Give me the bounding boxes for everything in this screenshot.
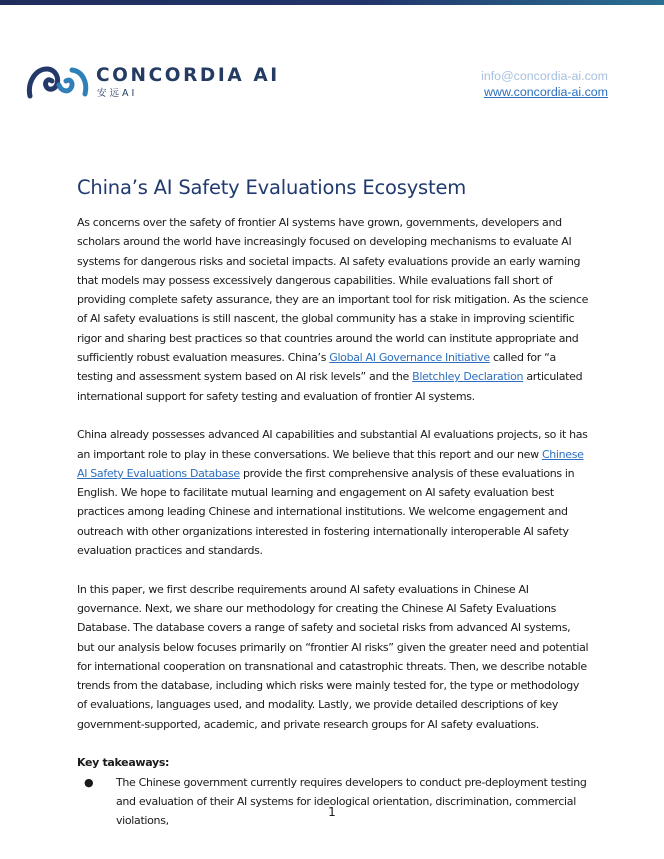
paragraph-text: As concerns over the safety of frontier AI systems have grown, governments, developers and scholars around the world have increasingly focused on developing mechanisms to evaluate AI systems for dangerous risks and societal impacts. AI safety evaluations provide an early warning that models may possess excessively dangerous capabilities. While evaluations fall short of providing complete safety assurance, they are an important tool for risk mitigation. As the science of AI safety evaluations is still nascent, the global community has a stake in improving scientific rigor and sharing best practices so that countries around the world can institute appropriate and sufficiently robust evaluation measures. China’s bbox=[77, 216, 589, 365]
brand-name-chinese: 安远AI bbox=[97, 88, 138, 99]
bletchley-declaration-link[interactable]: Bletchley Declaration bbox=[412, 370, 524, 384]
document-title: China’s AI Safety Evaluations Ecosystem bbox=[77, 176, 467, 199]
concordia-wave-logo-icon bbox=[26, 62, 90, 102]
page-number: 1 bbox=[328, 805, 336, 819]
global-ai-governance-initiative-link[interactable]: Global AI Governance Initiative bbox=[329, 351, 490, 365]
paragraph-china-role bbox=[77, 425, 589, 560]
contact-info bbox=[481, 68, 608, 100]
list-item bbox=[77, 773, 589, 831]
brand-name: CONCORDIA AI bbox=[96, 65, 280, 86]
contact-email[interactable]: info@concordia-ai.com bbox=[481, 69, 608, 83]
key-takeaways-heading: Key takeaways: bbox=[77, 756, 170, 770]
list-item-text: The Chinese government currently requires developers to conduct pre-deployment testing and evaluation of their AI systems for ideological orientation, discrimination, commercial violations, bbox=[116, 775, 587, 828]
paragraph-text: provide the first comprehensive analysis of these evaluations in English. We hope to facilitate mutual learning and engagement on AI safety evaluation best practices among leading Chinese and international institutions. We welcome engagement and outreach with other organizations interested in fostering internationally interoperable AI safety evaluation practices and standards. bbox=[77, 466, 575, 558]
logo bbox=[26, 60, 326, 104]
top-accent-bar bbox=[0, 0, 664, 5]
paragraph-text: China already possesses advanced AI capabilities and substantial AI evaluations projects, so it has an important role to play in these conversations. We believe that this report and our new bbox=[77, 428, 588, 461]
paragraph-text: articulated international support for safety testing and evaluation of frontier AI systems. bbox=[77, 370, 583, 403]
website-link[interactable]: www.concordia-ai.com bbox=[484, 85, 608, 99]
paragraph-outline: In this paper, we first describe requirements around AI safety evaluations in Chinese AI governance. Next, we share our methodology for creating the Chinese AI Safety Evaluations Database. The database covers a range of safety and societal risks from advanced AI systems, but our analysis below focuses primarily on “frontier AI risks” given the greater need and potential for international cooperation on transnational and catastrophic threats. Then, we describe notable trends from the database, including which risks were mainly tested for, the type or methodology of evaluations, languages used, and modality. Lastly, we provide detailed descriptions of key government-supported, academic, and private research groups for AI safety evaluations. bbox=[77, 582, 589, 731]
takeaways-list bbox=[77, 773, 589, 831]
paragraph-text: called for “a testing and assessment system based on AI risk levels” and the bbox=[77, 351, 556, 384]
evaluations-database-link[interactable]: Chinese AI Safety Evaluations Database bbox=[77, 447, 584, 480]
paragraph-intro bbox=[77, 213, 589, 406]
document-body bbox=[77, 213, 589, 831]
bullet-icon: ● bbox=[84, 775, 94, 789]
